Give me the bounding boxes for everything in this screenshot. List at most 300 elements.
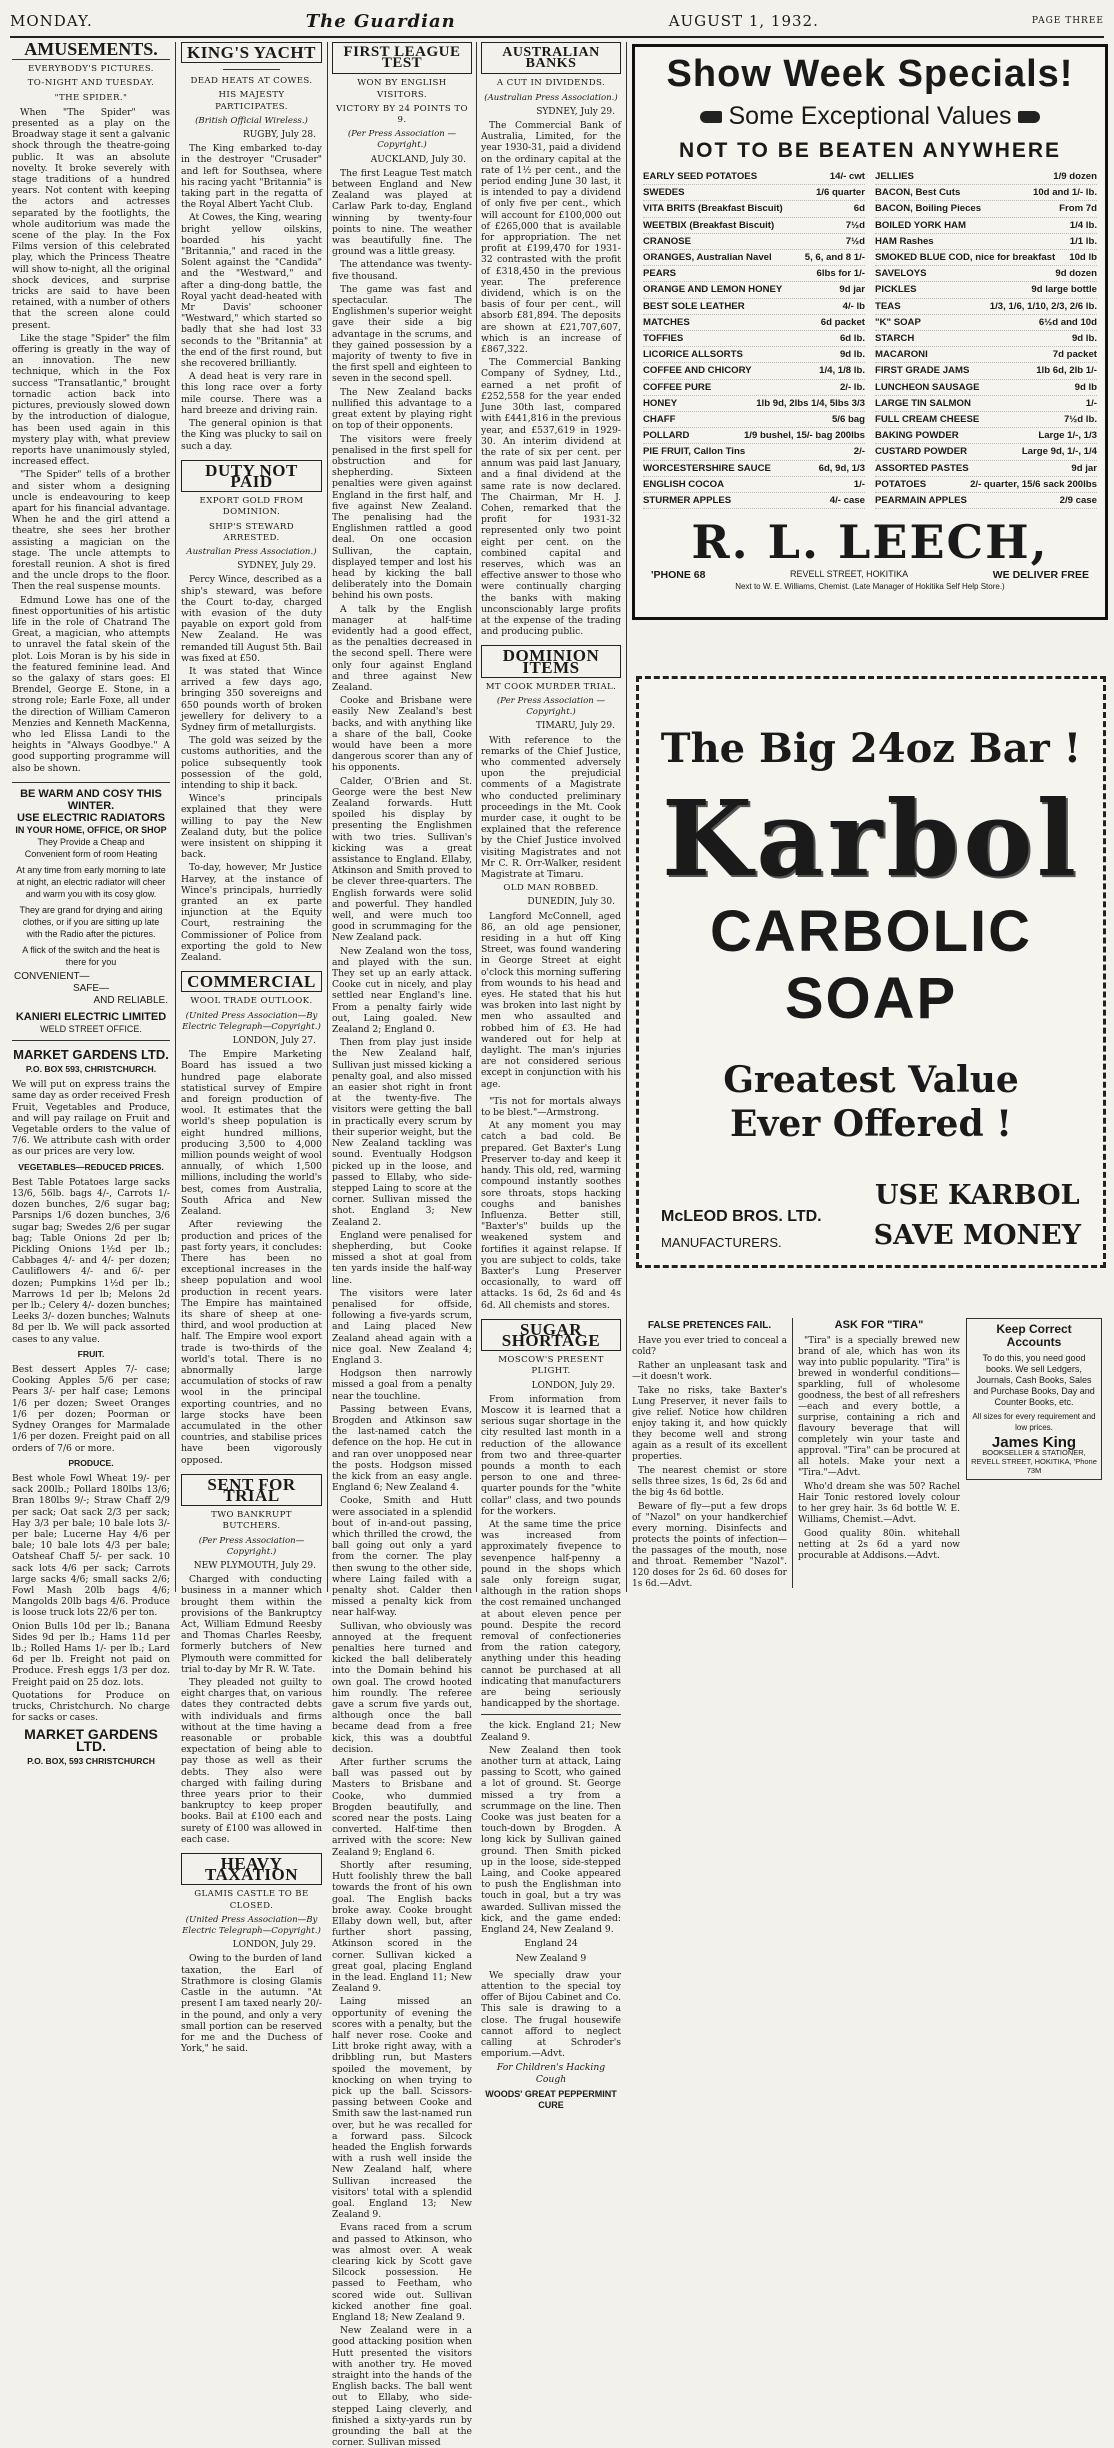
article-paragraph: The general opinion is that the King was plucky to sail on such a day. xyxy=(181,418,322,452)
article-paragraph: The game was fast and spectacular. The Englishmen's superior weight gave their side a big advantage in the scrums, and they gained possession by a majority of twenty to five in the first spell and eighteen to seven in the second spell. xyxy=(332,283,472,385)
article-paragraph: We specially draw your attention to the special toy offer of Bijou Cabinet and Co. This sale is drawing to a close. The frugal housewife cannot afford to neglect calling at Schroder's emporium.—Advt. xyxy=(481,1969,621,2060)
article-paragraph: The visitors were later penalised for offside, following a five-yards scrum, and Laing placed New Zealand ahead again with a nice goal. New Zealand 4; England 3. xyxy=(332,1287,472,1366)
price-row xyxy=(875,493,1097,509)
price-item: BAKING POWDER xyxy=(875,430,959,442)
price-item: PEARMAIN APPLES xyxy=(875,495,967,507)
price-value: 9d lb. xyxy=(1071,333,1097,345)
price-item: CRANOSE xyxy=(643,235,691,247)
price-value: 5, 6, and 8 1/- xyxy=(804,252,865,264)
dateline: AUCKLAND, July 30. xyxy=(370,154,466,165)
amusements-sub: TO-NIGHT AND TUESDAY. xyxy=(27,78,155,89)
price-row xyxy=(875,185,1097,201)
price-column-left xyxy=(643,169,865,509)
article-paragraph: Percy Wince, described as a ship's steward, was before the Court to-day, charged with evasion of the duty payable on export gold from New Zealand. He was remanded till August 5th. Bail was fixed at £50. xyxy=(181,574,322,664)
price-item: MACARONI xyxy=(875,349,928,361)
amusements-heading: AMUSEMENTS. xyxy=(12,44,170,60)
pointing-hand-icon xyxy=(1018,111,1040,123)
article-paragraph: Edmund Lowe has one of the finest opportunities of his artistic life in the role of Chatrand The Great, a magician, who attempts to unravel the fatal skein of the plot. Lois Moran is by his side in the featured feminine lead. And so the galaxy of stars goes: El Brendel, George E. Stone, in a strong role; Earle Foxe, all under the direction of William Cameron Menzies and Kenneth MacKenna, who led Elissa Landi to the heights in "Always Goodbye." A good supporting programme will also be shown. xyxy=(12,594,170,774)
article-paragraph: Take no risks, take Baxter's Lung Preserver, it never fails to give relief. Notice how children enjoy taking it, and how quickly they become well and strong again as a result of its excellent properties. xyxy=(632,1386,787,1462)
price-item: BEST SOLE LEATHER xyxy=(643,300,745,312)
subheading: WON BY ENGLISH VISITORS. xyxy=(357,78,447,100)
article-paragraph: Owing to the burden of land taxation, the Earl of Strathmore is closing Glamis Castle in the autumn. "At present I am taxed nearly 20/- in the pound, and only a very small portion can be reserved for me and the Duchess of York," he said. xyxy=(181,1953,322,2055)
price-row xyxy=(875,396,1097,412)
price-row xyxy=(643,315,865,331)
price-item: HAM Rashes xyxy=(875,235,934,247)
price-item: ORANGE AND LEMON HONEY xyxy=(643,284,783,296)
ad-strapline: NOT TO BE BEATEN ANYWHERE xyxy=(678,139,1062,162)
subheading: GLAMIS CASTLE TO BE CLOSED. xyxy=(194,1889,309,1911)
article-paragraph: The visitors were freely penalised in the first spell for obstruction and for shepherding. Sixteen penalties were given against England in the first half, and five against New Zealand. The penalising had the Englishmen rattled a good deal. On one occasion Sullivan, the captain, displayed temper and lost his head by kicking the ball deliberately into the Domain behind his own posts. xyxy=(332,433,472,602)
article-paragraph: Cooke and Brisbane were easily New Zealand's best backs, and with anything like a share of the ball, Cooke would have been a more dangerous scorer than any of his opponents. xyxy=(332,695,472,774)
price-value: 9d jar xyxy=(839,284,865,296)
price-row xyxy=(643,299,865,315)
article-paragraph: New Zealand won the toss, and played with the sun. They set up an early attack. Cooke cut in nicely, and play settled near England's line. From a penalty fairly wide out, Laing goaled. New Zealand 2; England 0. xyxy=(332,945,472,1036)
price-item: COFFEE AND CHICORY xyxy=(643,365,752,377)
price-row xyxy=(643,250,865,266)
source-line: (United Press Association—By Electric Telegraph—Copyright.) xyxy=(182,1914,321,1937)
ad-line: They are grand for drying and airing clothes, or if you are sitting up late with the Radio after the pictures. xyxy=(19,904,163,939)
price-row xyxy=(875,461,1097,477)
ad-line: CONVENIENT— xyxy=(14,970,90,982)
price-row xyxy=(875,234,1097,250)
maker-role: MANUFACTURERS. xyxy=(661,1235,782,1250)
price-value: 4/- case xyxy=(829,495,865,507)
karbol-headline: The Big 24oz Bar ! xyxy=(660,725,1082,772)
subheading: MT COOK MURDER TRIAL. xyxy=(485,681,617,692)
column-rule xyxy=(327,42,328,1592)
price-item: FIRST GRADE JAMS xyxy=(875,365,970,377)
jk-body: To do this, you need good books. We sell Ledgers, Journals, Cash Books, Sales and Purchase Books, Day and Counter Books, etc. xyxy=(973,1353,1095,1407)
price-item: CHAFF xyxy=(643,414,676,426)
headline: DUTY NOT PAID xyxy=(181,460,322,492)
article-paragraph: To-day, however, Mr Justice Harvey, at the instance of Wince's principals, hurriedly granted an ex parte injunction at the Equity Court, restraining the Commissioner of Police from exporting the gold to New Zealand. xyxy=(181,862,322,964)
jk-name: James King xyxy=(991,1434,1077,1451)
column-rule xyxy=(626,42,627,1592)
article-paragraph: It was stated that Wince arrived a few days ago, bringing 350 sovereigns and 650 pounds worth of broken jewellery for delivery to a Sydney firm of metallurgists. xyxy=(181,665,322,733)
woods-ad-line: WOODS' GREAT PEPPERMINT CURE xyxy=(485,2088,617,2110)
article-paragraph: "Tira" is a specially brewed new brand of ale, which has won its way into public popularity. "Tira" is brewed in wonderful conditions—sparkling, full of wholesome goodness, the best of all refreshers—each and every bottle, a surprise, containing a rich and flavoury beverage that will completely win your taste and approval. "Tira" can be procured at all hotels. Make your next a "Tira."—Advt. xyxy=(798,1336,960,1478)
article-paragraph: A talk by the English manager at half-time evidently had a good effect, as the penalties decreased in the second spell. There were only four against England and three against New Zealand. xyxy=(332,603,472,693)
price-column-right xyxy=(875,169,1097,509)
article-paragraph: England were penalised for shepherding, but Cooke missed a shot at goal from ten yards inside the half-way line. xyxy=(332,1229,472,1286)
article-paragraph: The gold was seized by the customs authorities, and the police subsequently took possession of the gold, intending to ship it back. xyxy=(181,735,322,791)
slogan-line-1: USE KARBOL xyxy=(875,1180,1080,1211)
article-paragraph: Calder, O'Brien and St. George were the best New Zealand forwards. Hutt spoiled his display by presenting the Englishmen with two tries. Sullivan's kicking was a great assistance to England. Ellaby, Atkinson and Smith proved to be clever three-quarters. The English forwards were solid and powerful. They handled well, and were much too good in scrummaging for the New Zealand pack. xyxy=(332,775,472,944)
article-paragraph: The Commercial Banking Company of Sydney, Ltd., earned a net profit of £252,558 for the year ended June 30th last, compared with £441,816 in the previous year, and £537,619 in 1929-30. An interim dividend at the rate of six per cent. per annum was paid last January, and a final dividend at the same rate is now declared. The Chairman, Mr H. J. Cohen, remarked that the profit for 1931-32 represented only two point eight per cent. on the combined capital and reserves, which was an effective answer to those who were continually charging the banks with making unconscionably large profits at the expense of the trading and producing public. xyxy=(481,357,621,638)
article-paragraph: At any moment you may catch a bad cold. Be prepared. Get Baxter's Lung Preserver to-day and keep it handy. This old, red, warming compound instantly soothes sore throats, stops hacking coughs and banishes Influenza. Better still, "Baxter's" builds up the weakened system and fortifies it against relapse. If you are subject to colds, take Baxter's Lung Preserver occasionally, to ward off attacks. 1s 6d, 2s 6d and 4s 6d. All chemists and stores. xyxy=(481,1120,621,1311)
price-value: 9d lb. xyxy=(839,349,865,361)
fruit-paragraph: Best dessert Apples 7/- case; Cooking Apples 5/6 per case; Pears 3/- per half case; Lemons 1/6 per dozen; Sweet Oranges 1/6 per dozen; Poorman or Sydney Oranges for Marmalade 1/6 per dozen. Freight paid on all orders of 7/6 or more. xyxy=(12,1364,170,1454)
headline: HEAVY TAXATION xyxy=(181,1853,322,1885)
article-paragraph: New Zealand were in a good attacking position when Hutt presented the visitors with another try. He moved straight into the hands of the English backs. The ball went out to Ellaby, who side-stepped Laing cleverly, and finished a sixty-yards run by grounding the ball at the corner. Sullivan missed xyxy=(332,2325,472,2448)
article-paragraph: They pleaded not guilty to eight charges that, on various dates they contracted debts with individuals and firms without at the time having a reasonable or probable expectation of being able to pay those as well as their debts. They also were charged with failing during three years prior to their bankruptcy to keep proper books. Bail at £100 each and surety of £100 was allowed in each case. xyxy=(181,1677,322,1845)
masthead-date: AUGUST 1, 1932. xyxy=(668,12,819,30)
price-item: TEAS xyxy=(875,300,901,312)
james-king-ad-wrapper xyxy=(966,1318,1102,1588)
dateline: LONDON, July 29. xyxy=(531,1380,615,1391)
subheading: EXPORT GOLD FROM DOMINION. xyxy=(199,496,304,518)
article-paragraph: The King embarked to-day in the destroyer "Crusader" and left for Southsea, where his racing yacht "Britannia" is taking part in the regatta of the Royal Albert Yacht Club. xyxy=(181,143,322,211)
dateline: DUNEDIN, July 30. xyxy=(527,897,615,908)
price-row xyxy=(875,347,1097,363)
price-value: 6½d and 10d xyxy=(1038,316,1097,328)
price-value: 7½d xyxy=(845,219,865,231)
price-row xyxy=(875,412,1097,428)
price-value: 1/- xyxy=(1085,397,1097,409)
headline: SENT FOR TRIAL xyxy=(181,1474,322,1506)
masthead-day: MONDAY. xyxy=(10,12,93,30)
ad-line: At any time from early morning to late at night, an electric radiator will cheer and warm you with its cosy glow. xyxy=(16,864,166,899)
article-paragraph: Like the stage "Spider" the film offering is greatly in the way of an innovation. The new technique, which in the Fox success "Transatlantic," brought tornadic action back into pictures, previously slowed down by the introduction of dialogue, has been used again in this mystery play with, what preview reports have unanimously styled, increased effect. xyxy=(12,332,170,468)
article-paragraph: the kick. England 21; New Zealand 9. xyxy=(481,1720,621,1743)
price-row xyxy=(875,477,1097,493)
article-paragraph: At the same time the price was increased from approximately fivepence to sevenpence half-penny a pound in the shops which sale only foreign sugar, although in the ration shops the cost remained unchanged at about eleven pence per pound. Despite the record removal of confectioneries from the ration category, anything under this heading cannot be purchased at all indicating that manufacturers are being seriously handicapped by the shortage. xyxy=(481,1518,621,1710)
ad-line: SAFE— xyxy=(72,982,110,994)
price-value: 1/6 quarter xyxy=(815,187,865,199)
price-value: 7d packet xyxy=(1052,349,1097,361)
subheading: DEAD HEATS AT COWES. xyxy=(190,76,313,87)
article-paragraph: Laing missed an opportunity of evening the scores with a penalty, but the half never rose. Cooke and Litt broke right away, with a dribbling run, but Masters spoiled the movement, by knocking on when trying to pick up the ball. Scissors-passing between Cooke and Smith saw the last-named run over, but he was recalled for a forward pass. Silcock headed the English forwards with a rush well inside the New Zealand half, where Sullivan increased the visitors' total with a splendid goal. England 13; New Zealand 9. xyxy=(332,1996,472,2221)
price-list xyxy=(635,169,1105,509)
price-row xyxy=(643,412,865,428)
price-item: FULL CREAM CHEESE xyxy=(875,414,980,426)
article-paragraph: Hodgson then narrowly missed a goal from a penalty near the touchline. xyxy=(332,1368,472,1402)
price-item: JELLIES xyxy=(875,171,914,182)
leech-name: R. L. LEECH, xyxy=(691,515,1049,570)
price-row xyxy=(643,380,865,396)
price-value: 1/9 dozen xyxy=(1053,171,1097,182)
dateline: SYDNEY, July 29. xyxy=(536,106,615,117)
james-king-ad xyxy=(966,1318,1102,1480)
dateline: RUGBY, July 28. xyxy=(242,130,316,141)
price-value: 9d lb xyxy=(1074,381,1097,393)
price-value: 9d dozen xyxy=(1055,268,1097,280)
jk-note: All sizes for every requirement and low prices. xyxy=(972,1412,1096,1432)
amusements-sub: "THE SPIDER." xyxy=(54,92,128,103)
price-item: STURMER APPLES xyxy=(643,495,732,507)
price-value: 14/- cwt xyxy=(829,171,865,182)
produce-paragraph: Best whole Fowl Wheat 19/- per sack 200lb.; Pollard 180lbs 13/6; Bran 180lbs 9/-; Straw Chaff 2/9 per sack; Oat sack 2/3 per sack; Hay 3/3 per bale; 10 bale lots 3/- per bale; Lucerne Hay 4/6 per bale; 10 bale lots 4/3 per bale; Oatsheaf Chaff 5/- per sack. 10 sack lots 4/6 per sack; Carrots large sacks 4/6; small sacks 2/6; Fowl Mash 20lb bags 4/6; Mangolds 20lb bags 4/6. Produce is loose truck lots 22/6 per ton. xyxy=(12,1472,170,1619)
column-league-test xyxy=(332,42,472,2448)
price-value: 10d lb xyxy=(1069,252,1097,264)
price-item: SMOKED BLUE COD, nice for breakfast xyxy=(875,252,1056,264)
price-item: ASSORTED PASTES xyxy=(875,462,969,474)
article-paragraph: Then from play just inside the New Zealand half, Sullivan just missed kicking a penalty goal, and also missed an easier shot right in front at the twenty-five. The visitors were getting the ball in practically every scrum by their superior weight, but the New Zealand tackling was sound. Eventually Hodgson picked up in the loose, and passed to Ellaby, who side-stepped Laing to score at the corner. Sullivan missed the shot. England 3; New Zealand 2. xyxy=(332,1037,472,1228)
source-line: Australian Press Association.) xyxy=(186,546,317,557)
amusements-sub: EVERYBODY'S PICTURES. xyxy=(28,64,154,75)
price-value: 1/3, 1/6, 1/10, 2/3, 2/6 lb. xyxy=(989,300,1097,312)
price-row xyxy=(875,218,1097,234)
price-item: BACON, Best Cuts xyxy=(875,187,961,199)
woods-ad-line: For Children's Hacking Cough xyxy=(496,2062,606,2085)
vegetables-paragraph: Best Table Potatoes large sacks 13/6, 56lb. bags 4/-, Carrots 1/- dozen bunches, 2/6 sugar bag; Parsnips 1/6 dozen bunches, 3/6 sugar bag; Swedes 2/6 per sugar bag; Table Onions 2d per lb; Pickling Onions 1½d per lb.; Cabbages 4/- and 4/- per dozen; Cauliflowers 4/- and 6/- per dozen; Pumpkins 1½d per lb.; Marrows 1d per lb; Melons 2d per lb.; Celery 4/- dozen bunches; Leeks 3/- dozen bunches; Walnuts 8d per lb. We will pack assorted cases to any value. xyxy=(12,1176,170,1345)
price-item: ENGLISH COCOA xyxy=(643,478,725,490)
article-paragraph: New Zealand then took another turn at attack, Laing passing to Scott, who gained a lot of ground. St. George missed a try from a scrummage on the line. Then Cooke was just beaten for a touch-down by Brogden. A long kick by Sullivan gained ground. Then Smith picked up in the loose, side-stepped Laing, and Cooke appeared to push the Englishman into touch in goal, but a try was awarded. Sullivan missed the kick, and the game ended: England 24, New Zealand 9. xyxy=(481,1744,621,1936)
ad-line: A flick of the switch and the heat is there for you xyxy=(22,944,160,967)
show-week-specials-ad xyxy=(632,44,1108,620)
price-row xyxy=(643,347,865,363)
price-item: BACON, Boiling Pieces xyxy=(875,203,982,215)
price-row xyxy=(643,266,865,282)
market-paragraph: We will put on express trains the same day as order received Fresh Fruit, Vegetables and Produce, and will pay railage on Fruit and Vegetable orders to the value of 7/6. We attribute cash with order as our prices are very low. xyxy=(12,1079,171,1158)
ad-title: Show Week Specials! xyxy=(666,53,1074,95)
price-row xyxy=(643,477,865,493)
article-paragraph: After reviewing the production and prices of the past forty years, it concludes: There has been no exceptional increases in the sheep population and wool production in recent years. The Empire has maintained its share of sheep at one-third, and wool production at half. The Empire wool export trade is two-thirds of the world's total. There is no abnormally large accumulation of stocks of raw wool in the principal exporting countries, and no large stocks have been accumulated in the other countries, and stabilise prices have been vigorously opposed. xyxy=(181,1219,322,1466)
article-paragraph: After further scrums the ball was passed out by Masters to Brisbane and Cooke, who dummied Brogden beautifully, and scored near the posts. Laing converted. Half-time then arrived with the score: New Zealand 9; England 6. xyxy=(332,1757,472,1858)
fruit-heading: FRUIT. xyxy=(77,1348,105,1359)
headline: KING'S YACHT xyxy=(181,42,322,63)
price-item: STARCH xyxy=(875,333,915,345)
dateline: TIMARU, July 29. xyxy=(535,721,615,732)
price-row xyxy=(643,282,865,298)
price-row xyxy=(875,299,1097,315)
price-value: 2/- quarter, 15/6 sack 200lbs xyxy=(970,478,1097,490)
false-pretences-column xyxy=(632,1318,787,1588)
ad-line: IN YOUR HOME, OFFICE, OR SHOP xyxy=(15,824,167,835)
price-value: 2/9 case xyxy=(1059,495,1097,507)
price-value: 4/- lb xyxy=(842,300,865,312)
price-row xyxy=(875,428,1097,444)
price-row xyxy=(875,250,1097,266)
source-line: (Per Press Association — Copyright.) xyxy=(496,695,606,718)
price-item: POTATOES xyxy=(875,478,927,490)
price-row xyxy=(875,201,1097,217)
price-row xyxy=(643,461,865,477)
article-paragraph: The nearest chemist or store sells three sizes, 1s 6d, 2s 6d and the big 4s 6d bottle. xyxy=(632,1466,787,1498)
column-heading: ASK FOR "TIRA" xyxy=(834,1319,924,1331)
article-paragraph: Sullivan, who obviously was annoyed at the frequent penalties here turned and kicked the ball deliberately into the Domain behind his own goal. The crowd hooted him roundly. The referee gave a scrum five yards out, although once the ball became dead from a free kick, this was a doubtful decision. xyxy=(332,1620,472,1755)
column-rule xyxy=(476,42,477,1592)
headline: COMMERCIAL xyxy=(181,971,322,992)
price-value: 7½d xyxy=(845,235,865,247)
price-row xyxy=(643,331,865,347)
source-line: (Per Press Association — Copyright.) xyxy=(347,129,457,151)
price-item: PIE FRUIT, Callon Tins xyxy=(643,446,746,458)
article-paragraph: The Commercial Bank of Australia, Limited, for the year 1930-31, paid a dividend on the ordinary capital at the rate of 1½ per cent., and the period ending June 30 last, it is intended to pay a dividend of only five per cent., which will account for £100,000 out of £265,000 that is available for appropriation. The net profit at £199,470 for 1931-32 contrasted with the profit of £318,450 in the previous year. The preference dividend, which is on the basis of four per cent., will absorb £81,894. The deposits are shown at £21,707,607, which is an increase of £867,322. xyxy=(481,120,621,356)
price-item: SAVELOYS xyxy=(875,268,927,280)
article-paragraph: "Tis not for mortals always to be blest."—Armstrong. xyxy=(481,1095,621,1119)
headline: SUGAR SHORTAGE xyxy=(481,1319,621,1351)
price-item: TOFFIES xyxy=(643,333,684,345)
price-row xyxy=(875,266,1097,282)
article-paragraph: Langford McConnell, aged 86, an old age pensioner, residing in a hut off King Street, was found wandering in George Street at eight o'clock this morning suffering from wounds to his head and eyes. He stated that his hut was broken into last night by men who assaulted and robbed him of £3. He had wandered out for help at daylight. The man's injuries are not considered serious except in conjunction with his age. xyxy=(481,910,621,1090)
price-value: From 7d xyxy=(1059,203,1097,215)
produce-paragraph: Onion Bulls 10d per lb.; Banana Sides 9d per lb.; Hams 11d per lb.; Rolled Hams 1/- per lb.; Lard 6d per lb. Freight not paid on Produce. Fresh eggs 1/3 per doz. Freight paid on 25 doz. lots. xyxy=(12,1620,170,1688)
masthead-page: PAGE THREE xyxy=(1031,16,1104,26)
article-paragraph: The first League Test match between England and New Zealand was played at Carlaw Park to-day, England winning by twenty-four points to nine. The weather was beautifully fine. The ground was a little greasy. xyxy=(332,167,472,258)
price-row xyxy=(643,218,865,234)
karbol-footer xyxy=(639,1176,1103,1256)
pointing-hand-icon xyxy=(700,111,722,123)
price-row xyxy=(643,396,865,412)
price-item: COFFEE PURE xyxy=(643,381,712,393)
article-paragraph: The attendance was twenty-five thousand. xyxy=(332,259,472,282)
tira-column xyxy=(798,1318,960,1588)
final-score: England 24 xyxy=(524,1938,578,1950)
subheading: VICTORY BY 24 POINTS TO 9. xyxy=(336,103,468,126)
article-paragraph: Have you ever tried to conceal a cold? xyxy=(632,1336,787,1357)
price-item: POLLARD xyxy=(643,430,690,442)
price-item: VITA BRITS (Breakfast Biscuit) xyxy=(643,203,783,215)
market-gardens-footer: MARKET GARDENS LTD. xyxy=(24,1726,158,1754)
price-value: 7½d lb. xyxy=(1063,414,1097,426)
ad-subheading: USE ELECTRIC RADIATORS xyxy=(16,811,166,824)
maker-name: McLEOD BROS. LTD. xyxy=(661,1208,822,1225)
price-item: MATCHES xyxy=(643,316,690,328)
article-paragraph: A dead heat is very rare in this long race over a forty mile course. There was a hard breeze and driving rain. xyxy=(181,371,322,416)
price-value: 1/1 lb. xyxy=(1069,235,1097,247)
market-gardens-heading: MARKET GARDENS LTD. xyxy=(13,1046,169,1062)
price-row xyxy=(643,201,865,217)
price-value: 1/- xyxy=(853,478,865,490)
ad-line: They Provide a Cheap and Convenient form of room Heating xyxy=(24,836,158,859)
article-paragraph: The New Zealand backs nullified this advantage to a great extent by playing right on top of their opponents. xyxy=(332,386,472,432)
leech-contact-row xyxy=(635,569,1105,581)
price-item: LARGE TIN SALMON xyxy=(875,397,971,409)
karbol-maker xyxy=(661,1204,822,1256)
price-value: 1lb 9d, 2lbs 1/4, 5lbs 3/3 xyxy=(756,397,865,409)
price-value: 1/9 bushel, 15/- bag 200lbs xyxy=(743,430,865,442)
price-item: "K" SOAP xyxy=(875,316,921,328)
subheading: SHIP'S STEWARD ARRESTED. xyxy=(208,521,294,543)
price-row xyxy=(643,234,865,250)
dateline: NEW PLYMOUTH, July 29. xyxy=(193,1560,316,1571)
dateline: LONDON, July 27. xyxy=(232,1036,316,1047)
price-value: 6lbs for 1/- xyxy=(816,268,865,280)
price-item: LICORICE ALLSORTS xyxy=(643,349,743,361)
price-value: Large 9d, 1/-, 1/4 xyxy=(1021,446,1097,458)
karbol-tagline-1: Greatest Value xyxy=(723,1059,1019,1101)
subheading: OLD MAN ROBBED. xyxy=(503,883,599,894)
article-paragraph: With reference to the remarks of the Chief Justice, who commented adversely upon the prejudicial comments of a Magistrate who conducted preliminary proceedings in the Mt. Cook murder case, it ought to be explained that the reference by the Chief Justice involved visiting Magistrates and not Mr C. R. Orr-Walker, resident Magistrate at Timaru. xyxy=(481,734,621,881)
price-row xyxy=(875,331,1097,347)
ad-line: AND RELIABLE. xyxy=(93,994,168,1006)
price-value: 6d, 9d, 1/3 xyxy=(818,462,865,474)
article-paragraph: From information from Moscow it is learned that a serious sugar shortage in the city resulted last month in a reduction of the allowance from two and three-quarter pounds a month to each person to one and three-quarter pounds for the "white collar" class, and two pounds for the workers. xyxy=(481,1393,621,1517)
ad-heading: BE WARM AND COSY THIS WINTER. xyxy=(20,787,162,812)
price-item: WEETBIX (Breakfast Biscuit) xyxy=(643,219,775,231)
headline: AUSTRALIAN BANKS xyxy=(481,42,621,74)
leech-delivery: WE DELIVER FREE xyxy=(992,569,1089,582)
price-row xyxy=(875,282,1097,298)
price-value: 9d jar xyxy=(1071,462,1097,474)
column-rule xyxy=(792,1318,793,1588)
price-row xyxy=(643,169,865,185)
price-value: 6d xyxy=(853,203,865,215)
price-value: 6d packet xyxy=(820,316,865,328)
headline: FIRST LEAGUE TEST xyxy=(332,42,472,74)
column-australian-banks xyxy=(481,42,621,2110)
price-item: EARLY SEED POTATOES xyxy=(643,171,758,182)
column-kings-yacht xyxy=(181,42,322,2055)
price-item: SWEDES xyxy=(643,187,685,199)
source-line: (Australian Press Association.) xyxy=(484,92,618,103)
price-value: 2/- lb. xyxy=(839,381,865,393)
subheading: WOOL TRADE OUTLOOK. xyxy=(190,996,313,1007)
price-item: WORCESTERSHIRE SAUCE xyxy=(643,462,771,474)
article-paragraph: Charged with conducting business in a manner which brought them within the provisions of the Bankruptcy Act, William Edmund Reesby and Thomas Charles Reesby, formerly butchers of New Plymouth were committed for trial to-day by Mr R. W. Tate. xyxy=(181,1574,322,1675)
price-value: 1/4, 1/8 lb. xyxy=(819,365,865,377)
article-paragraph: The Empire Marketing Board has issued a two hundred page elaborate statistical survey of Empire and foreign production of wool. It estimates that the world's sheep population is eight hundred millions, producing 3,500 to 4,000 million pounds weight of wool annually, of which 1,500 millions, including the world's best, comes from Australia, South Africa and New Zealand. xyxy=(181,1049,322,1218)
price-item: CUSTARD POWDER xyxy=(875,446,968,458)
article-paragraph: Rather an unpleasant task and—it doesn't work. xyxy=(632,1361,787,1382)
price-row xyxy=(643,444,865,460)
masthead xyxy=(10,6,1104,38)
price-item: ORANGES, Australian Navel xyxy=(643,252,772,264)
headline: DOMINION ITEMS xyxy=(481,645,621,677)
subheading: HIS MAJESTY PARTICIPATES. xyxy=(215,90,288,112)
price-value: 10d and 1/- lb. xyxy=(1033,187,1097,199)
leech-phone: 'PHONE 68 xyxy=(651,569,706,582)
slogan-line-2: SAVE MONEY xyxy=(873,1220,1081,1251)
price-value: 1lb 6d, 2lb 1/- xyxy=(1036,365,1097,377)
jk-heading: Keep Correct Accounts xyxy=(996,1322,1072,1349)
quotations-paragraph: Quotations for Produce on trucks, Christchurch. No charge for sacks or cases. xyxy=(12,1689,170,1724)
price-item: PICKLES xyxy=(875,284,917,296)
karbol-tagline-2: Ever Offered ! xyxy=(730,1103,1012,1145)
article-paragraph: "The Spider" tells of a brother and sister whom a designing uncle is endeavouring to keep apart for his financial advantage. When he and the girl attend a theatre, she sees her brother assisting a magician on the stage. The uncle attempts to forestall reunion. A shot is fired and the uncle drops to the floor. Then the real suspense mounts. xyxy=(12,469,170,593)
price-row xyxy=(875,315,1097,331)
price-value: 2/- xyxy=(853,446,865,458)
price-row xyxy=(875,363,1097,379)
article-paragraph: Good quality 80in. whitehall netting at 2s 6d a yard now procurable at Addisons.—Advt. xyxy=(798,1529,960,1561)
karbol-product: CARBOLIC SOAP xyxy=(709,899,1033,1031)
price-row xyxy=(875,169,1097,185)
article-paragraph: Wince's principals explained that they were willing to pay the New Zealand duty, but the police were insistent on shipping it back. xyxy=(181,793,322,861)
kanieri-name: KANIERI ELECTRIC LIMITED xyxy=(15,1010,167,1023)
article-paragraph: Passing between Evans, Brogden and Atkinson saw the last-named catch the defence on the hop. He cut in and ran over unopposed near the posts. Hodgson missed the kick from an easy angle. England 6; New Zealand 4. xyxy=(332,1403,472,1494)
final-score: New Zealand 9 xyxy=(515,1952,587,1964)
price-row xyxy=(643,363,865,379)
article-paragraph: Who'd dream she was 50? Rachel Hair Tonic restored lovely colour to her grey hair. 3s 6d bottle W. E. Williams, Chemist.—Advt. xyxy=(798,1482,960,1525)
source-line: (United Press Association—By Electric Telegraph—Copyright.) xyxy=(182,1010,321,1032)
article-paragraph: When "The Spider" was presented as a play on the Broadway stage it sent a galvanic shock through the theatre-going public. It was an absolute novelty. It broke severely with stage traditions of a hundred years. Not content with keeping the actors and actresses separated by the footlights, the whole auditorium was made the scene of the play. In the Fox Films version of this celebrated play, which the Princess Theatre will show to-night, all the original shock devices, and surprise tricks are said to have been retained, with a number of others that the screen alone could present. xyxy=(12,106,170,331)
price-item: LUNCHEON SAUSAGE xyxy=(875,381,980,393)
produce-heading: PRODUCE. xyxy=(68,1457,114,1468)
price-value: 5/6 bag xyxy=(831,414,865,426)
article-paragraph: Beware of fly—put a few drops of "Nazol" on your handkerchief every morning. Disinfects and protects the points of infection—the passages of the mouth, nose and throat. Remember "Nazol". 120 doses for 2s 6d. 60 doses for 1s 6d.—Advt. xyxy=(632,1502,787,1589)
article-paragraph: Evans raced from a scrum and passed to Atkinson, who was almost over. A weak clearing kick by Scott gave Silcock possession. He passed to Feetham, who scored wide out. Sullivan kicked another fine goal. England 18; New Zealand 9. xyxy=(332,2222,472,2324)
market-gardens-footer-box: P.O. BOX, 593 CHRISTCHURCH xyxy=(27,1755,155,1766)
subheading: A CUT IN DIVIDENDS. xyxy=(496,78,606,89)
dateline: LONDON, July 29. xyxy=(232,1940,316,1951)
dateline: SYDNEY, July 29. xyxy=(237,561,316,572)
price-row xyxy=(643,493,865,509)
price-value: 6d lb. xyxy=(839,333,865,345)
vegetables-heading: VEGETABLES—REDUCED PRICES. xyxy=(18,1161,164,1172)
leech-note: Next to W. E. Williams, Chemist. (Late Manager of Hokitika Self Help Store.) xyxy=(735,582,1005,592)
kanieri-office: WELD STREET OFFICE. xyxy=(40,1023,142,1034)
masthead-title: The Guardian xyxy=(305,10,456,32)
price-row xyxy=(875,380,1097,396)
kanieri-electric-ad xyxy=(12,782,170,1041)
price-value: 1/4 lb. xyxy=(1069,219,1097,231)
price-item: BOILED YORK HAM xyxy=(875,219,966,231)
column-heading: FALSE PRETENCES FAIL. xyxy=(647,1320,772,1331)
source-line: (British Official Wireless.) xyxy=(195,115,308,126)
jk-address: BOOKSELLER & STATIONER, REVELL STREET, HOKITIKA, 'Phone 73M xyxy=(971,1448,1097,1475)
karbol-tagline xyxy=(639,1058,1103,1146)
price-row xyxy=(875,444,1097,460)
price-item: PEARS xyxy=(643,268,677,280)
column-rule xyxy=(175,42,176,1592)
article-paragraph: At Cowes, the King, wearing bright yellow oilskins, boarded his yacht "Britannia," and raced in the Solent against the "Candida" and the "Westward," and after a ding-dong battle, the Royal yacht dead-heated with Mr Davis' schooner "Westward," which started so badly that she had lost 33 seconds to the "Britannia" at the end of the first round, but she recovered brilliantly. xyxy=(181,212,322,370)
karbol-brand: Karbol xyxy=(661,777,1081,900)
price-value: Large 1/-, 1/3 xyxy=(1038,430,1097,442)
price-row xyxy=(643,428,865,444)
karbol-soap-ad xyxy=(636,676,1106,1268)
article-paragraph: Cooke, Smith and Hutt were associated in a splendid bout of in-and-out passing, which thrilled the crowd, the ball going out only a yard from the corner. The play then swung to the other side, where Laing failed with a penalty shot. Calder then missed a penalty kick from near half-way. xyxy=(332,1495,472,1619)
